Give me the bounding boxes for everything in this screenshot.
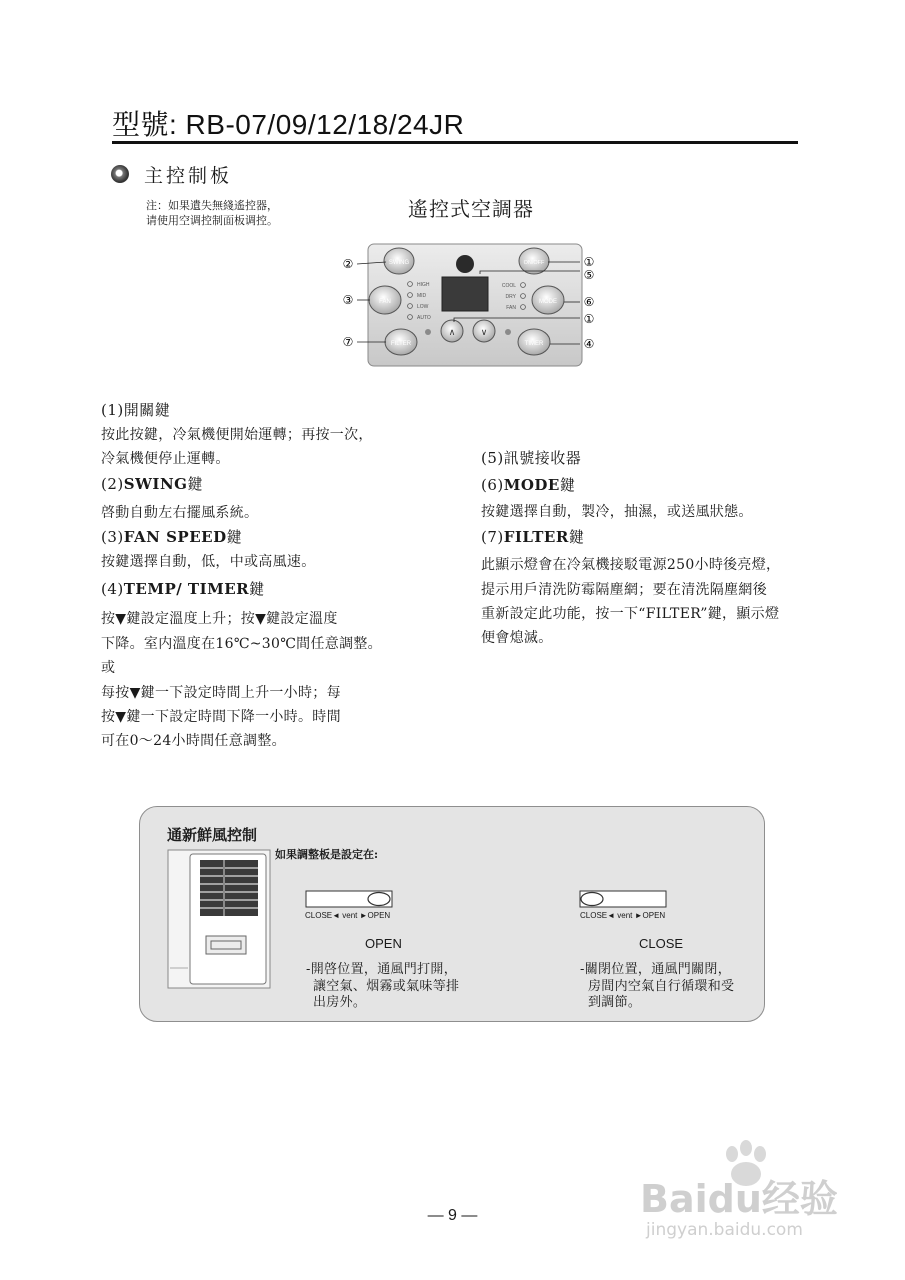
receiver-sensor	[456, 255, 474, 273]
title-rule	[112, 141, 798, 144]
item-2-key: SWING	[123, 475, 188, 493]
vent-slider-close-label: CLOSE◄ vent ►OPEN	[580, 911, 666, 920]
item-7-heading	[481, 526, 584, 547]
item-4-line-3: 或	[101, 660, 116, 676]
callout-7: ⑦	[342, 335, 354, 349]
callout-2: ②	[342, 257, 354, 271]
item-4-line-1: 按▼鍵設定溫度上升；按▼鍵設定溫度	[101, 611, 338, 627]
item-4-line-6: 可在0～24小時間任意調整。	[101, 733, 286, 749]
watermark-url: jingyan.baidu.com	[646, 1220, 803, 1240]
mode-led-fan: FAN	[506, 305, 516, 311]
vent-title: 通新鮮風控制	[167, 826, 258, 844]
on-off-button-label: ON/OFF	[523, 260, 545, 266]
open-desc-line-1: -開啓位置，通風門打開，	[306, 962, 457, 977]
callout-4: ④	[583, 337, 595, 351]
item-3-line-1: 按鍵選擇自動，低，中或高風速。	[101, 554, 316, 570]
item-4-line-4: 每按▼鍵一下設定時間上升一小時；每	[101, 685, 341, 701]
page-number: — 9 —	[427, 1207, 478, 1224]
fan-led-mid: MID	[417, 293, 427, 299]
item-7-line-2: 提示用戶清洗防霉隔塵網；要在清洗隔塵網後	[481, 582, 767, 598]
open-desc-line-2: 讓空氣、烟霧或氣味等排	[313, 979, 460, 994]
item-3-tail: 鍵	[226, 528, 243, 546]
up-button-label: ∧	[448, 328, 456, 338]
on-off-button[interactable]	[519, 248, 549, 274]
watermark-logo: Baidu经验	[640, 1177, 838, 1221]
open-label: OPEN	[365, 936, 402, 951]
close-label: CLOSE	[639, 936, 684, 951]
fan-led-low: LOW	[417, 304, 429, 310]
item-4-line-5: 按▼鍵一下設定時間下降一小時。時間	[101, 709, 341, 725]
down-button-label: ∨	[480, 328, 488, 338]
mode-led-cool: COOL	[501, 283, 516, 289]
note-line-1: 注：如果遺失無綫遙控器，	[146, 199, 278, 212]
item-3-key: FAN SPEED	[123, 528, 227, 546]
filter-button-label: FILTER	[390, 341, 412, 347]
timer-button-label: TIMER	[524, 341, 544, 347]
control-panel-diagram	[330, 240, 620, 370]
item-6-key: MODE	[503, 476, 560, 494]
fan-button[interactable]	[369, 286, 401, 314]
swing-button[interactable]	[384, 248, 414, 274]
ac-unit-illustration	[166, 848, 274, 990]
item-5-heading: (5)訊號接收器	[481, 449, 582, 467]
item-6-num: (6)	[481, 476, 504, 494]
timer-button[interactable]	[518, 329, 550, 355]
item-4-tail: 鍵	[249, 580, 265, 598]
item-3-num: (3)	[101, 528, 124, 546]
callout-3: ③	[342, 293, 354, 307]
mode-button-label: MODE	[539, 299, 557, 305]
fan-button-label: FAN	[379, 299, 391, 305]
item-7-line-1: 此顯示燈會在冷氣機接駁電源250小時後亮燈，	[481, 557, 781, 573]
item-6-line-1: 按鍵選擇自動，製冷，抽濕，或送風狀態。	[481, 504, 753, 520]
item-2-num: (2)	[101, 475, 124, 493]
item-2-line-1: 啓動自動左右擺風系統。	[101, 505, 259, 521]
item-1-line-1: 按此按鍵，冷氣機便開始運轉；再按一次，	[101, 427, 373, 443]
fan-led-auto: AUTO	[417, 315, 431, 321]
item-2-tail: 鍵	[187, 475, 203, 493]
note-line-2: 请使用空调控制面板调控。	[146, 214, 278, 227]
item-4-key: TEMP/ TIMER	[123, 580, 250, 598]
item-6-heading	[481, 474, 575, 495]
close-desc-line-1: -關閉位置，通風門關閉，	[580, 962, 731, 977]
callout-1: ①	[583, 255, 595, 269]
item-7-num: (7)	[481, 528, 504, 546]
callout-1-second: ①	[583, 312, 595, 326]
vent-slider-open-label: CLOSE◄ vent ►OPEN	[305, 911, 391, 920]
panel-heading: 遙控式空調器	[408, 197, 534, 221]
item-4-heading	[101, 578, 265, 599]
indicator-dot	[425, 329, 431, 335]
item-6-tail: 鍵	[559, 476, 576, 494]
item-7-tail: 鍵	[568, 528, 585, 546]
vent-subtitle: 如果調整板是設定在:	[275, 848, 379, 861]
vent-slider-knob	[581, 893, 603, 906]
vent-slider-close[interactable]	[579, 890, 669, 908]
indicator-dot	[505, 329, 511, 335]
up-button[interactable]	[441, 320, 463, 342]
open-desc-line-3: 出房外。	[313, 995, 367, 1010]
down-button[interactable]	[473, 320, 495, 342]
item-4-line-2: 下降。室内溫度在16℃~30℃間任意調整。	[101, 636, 382, 652]
filter-button[interactable]	[385, 329, 417, 355]
item-4-num: (4)	[101, 580, 124, 598]
close-desc-line-3: 到調節。	[588, 995, 642, 1010]
callout-5: ⑤	[583, 268, 595, 282]
callout-6: ⑥	[583, 295, 595, 309]
item-7-line-4: 便會熄滅。	[481, 630, 553, 646]
model-title: 型號: RB-07/09/12/18/24JR	[112, 109, 465, 140]
item-7-key: FILTER	[503, 528, 569, 546]
vent-slider-open[interactable]	[305, 890, 395, 908]
section-bullet-icon	[111, 165, 129, 183]
close-desc-line-2: 房間内空氣自行循環和受	[588, 979, 735, 994]
fan-led-high: HIGH	[417, 282, 430, 288]
item-1-heading: (1)開關鍵	[101, 401, 171, 419]
swing-button-label: SWING	[388, 260, 410, 266]
item-7-line-3: 重新設定此功能，按一下“FILTER”鍵，顯示燈	[481, 606, 780, 622]
mode-button[interactable]	[532, 286, 564, 314]
vent-slider-knob	[368, 893, 390, 906]
display-window	[442, 277, 488, 311]
section-title: 主控制板	[144, 165, 233, 187]
item-3-heading	[101, 526, 242, 547]
item-2-heading	[101, 473, 203, 494]
mode-led-dry: DRY	[505, 294, 516, 300]
item-1-line-2: 冷氣機便停止運轉。	[101, 451, 230, 467]
